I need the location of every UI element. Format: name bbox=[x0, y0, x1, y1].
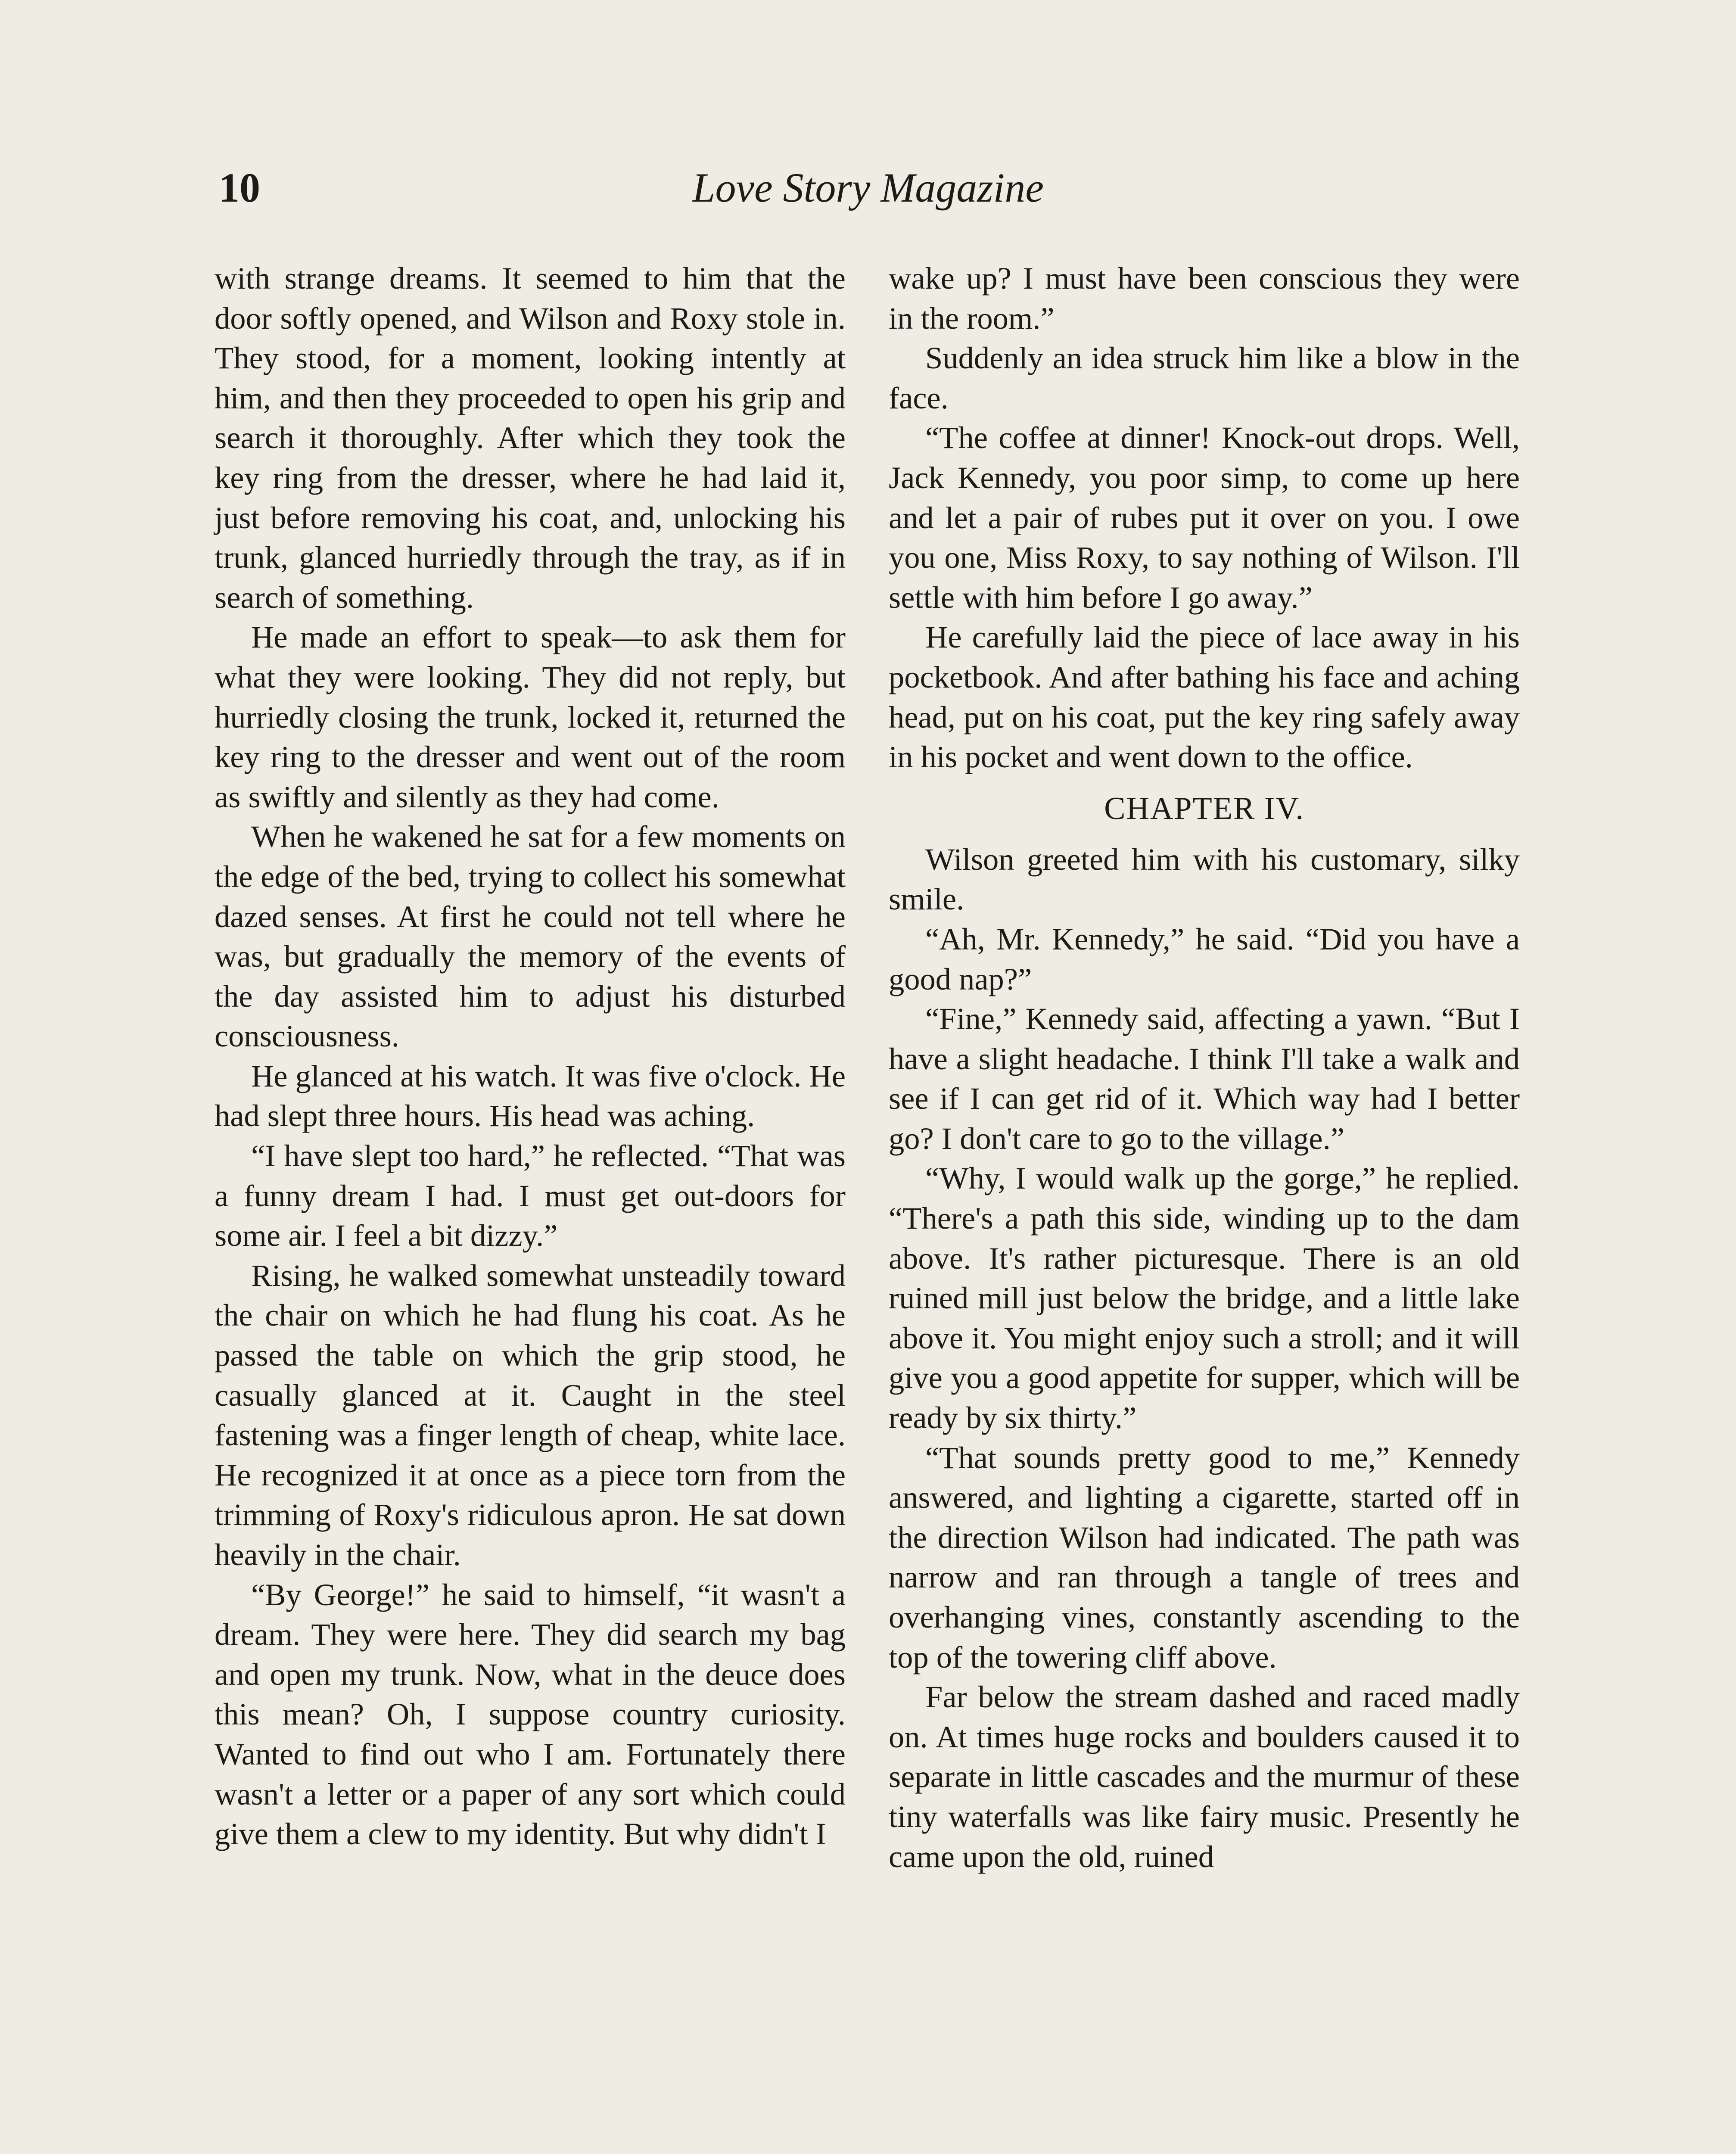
paragraph: “Why, I would walk up the gorge,” he replied. “There's a path this side, winding up to the dam above. It's rather picturesque. There is an old ruined mill just below the bridge, and a little lake above it. You might enjoy such a stroll; and it will give you a good appetite for supper, which will be ready by six thirty.” bbox=[889, 1161, 1520, 1435]
paragraph: “The coffee at dinner! Knock-out drops. Well, Jack Kennedy, you poor simp, to come up here and let a pair of rubes put it over on you. I owe you one, Miss Roxy, to say nothing of Wilson. I'll settle with him before I go away.” bbox=[889, 420, 1520, 615]
paragraph: Far below the stream dashed and raced madly on. At times huge rocks and boulders caused it to separate in little cascades and the murmur of these tiny waterfalls was like fairy music. Presently he came upon the old, ruined bbox=[889, 1679, 1520, 1874]
paragraph: When he wakened he sat for a few moments on the edge of the bed, trying to collect his somewhat dazed senses. At first he could not tell where he was, but gradually the memory of the events of the day assisted him to adjust his disturbed consciousness. bbox=[215, 819, 846, 1054]
paragraph: “By George!” he said to himself, “it wasn't a dream. They were here. They did search my bag and open my trunk. Now, what in the deuce does this mean? Oh, I suppose country curiosity. Wanted to find out who I am. Fortunately there wasn't a letter or a paper of any sort which could give them a clew to my identity. But why didn't I bbox=[215, 1577, 846, 1852]
paragraph: with strange dreams. It seemed to him that the door softly opened, and Wilson and Roxy stole in. They stood, for a moment, looking intently at him, and then they proceeded to open his grip and search it thoroughly. After which they took the key ring from the dresser, where he had laid it, just before removing his coat, and, unlocking his trunk, glanced hurriedly through the tray, as if in search of something. bbox=[215, 261, 846, 615]
paragraph: Wilson greeted him with his customary, silky smile. bbox=[889, 841, 1520, 917]
paragraph: “That sounds pretty good to me,” Kennedy answered, and lighting a cigarette, started off in the direction Wilson had indicated. The path was narrow and ran through a tangle of trees and overhanging vines, constantly ascending to the top of the towering cliff above. bbox=[889, 1440, 1520, 1675]
paragraph: He glanced at his watch. It was five o'clock. He had slept three hours. His head was aching. bbox=[215, 1058, 846, 1133]
running-head: Love Story Magazine bbox=[692, 165, 1044, 211]
paragraph: “Fine,” Kennedy said, affecting a yawn. “But I have a slight headache. I think I'll take a walk and see if I can get rid of it. Which way had I better go? I don't care to go to the village.” bbox=[889, 1001, 1520, 1156]
paragraph: Rising, he walked somewhat unsteadily toward the chair on which he had flung his coat. As he passed the table on which the grip stood, he casually glanced at it. Caught in the steel fastening was a finger length of cheap, white lace. He recognized it at once as a piece torn from the trimming of Roxy's ridiculous apron. He sat down heavily in the chair. bbox=[215, 1258, 846, 1572]
page-number: 10 bbox=[219, 165, 260, 211]
paragraph: He carefully laid the piece of lace away in his pocketbook. And after bathing his face and aching head, put on his coat, put the key ring safely away in his pocket and went down to the office. bbox=[889, 619, 1520, 775]
chapter-heading: CHAPTER IV. bbox=[1104, 791, 1304, 826]
paragraph: “I have slept too hard,” he reflected. “That was a funny dream I had. I must get out-doors for some air. I feel a bit dizzy.” bbox=[215, 1138, 846, 1253]
paragraph: Suddenly an idea struck him like a blow in the face. bbox=[889, 340, 1520, 415]
paragraph: “Ah, Mr. Kennedy,” he said. “Did you have a good nap?” bbox=[889, 921, 1520, 996]
right-column bbox=[889, 258, 1520, 1877]
left-column bbox=[215, 258, 846, 1854]
paragraph: wake up? I must have been conscious they were in the room.” bbox=[889, 261, 1520, 336]
paragraph: He made an effort to speak—to ask them for what they were looking. They did not reply, but hurriedly closing the trunk, locked it, returned the key ring to the dresser and went out of the room as swiftly and silently as they had come. bbox=[215, 619, 846, 814]
